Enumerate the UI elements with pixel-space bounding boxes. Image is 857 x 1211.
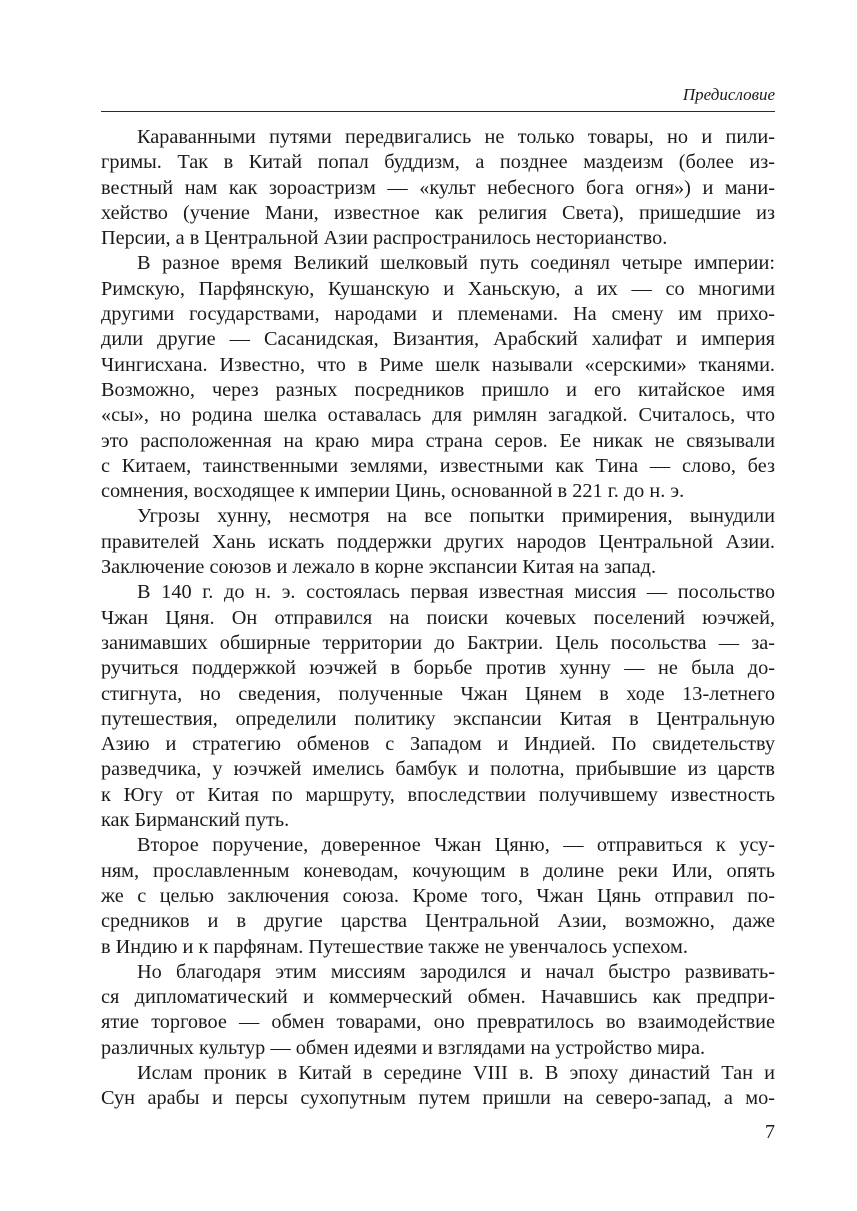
text-line: различных культур — обмен идеями и взглядами на устройство мира. bbox=[101, 1036, 706, 1059]
text-line: стигнута, но сведения, полученные Чжан Цянем в ходе 13-летнего bbox=[101, 682, 775, 705]
text-line: В 140 г. до н. э. состоялась первая известная миссия — посольство bbox=[137, 581, 775, 604]
text-line: ням, прославленным коневодам, кочующим в долине реки Или, опять bbox=[101, 859, 775, 882]
text-line: Угрозы хунну, несмотря на все попытки примирения, вынудили bbox=[137, 505, 775, 528]
text-line: Азию и стратегию обменов с Западом и Индией. По свидетельству bbox=[101, 733, 775, 756]
body-text bbox=[101, 125, 775, 1112]
text-line: Персии, а в Центральной Азии распространилось несторианство. bbox=[101, 227, 668, 250]
text-line: занимавших обширные территории до Бактрии. Цель посольства — за- bbox=[101, 631, 775, 654]
text-line: Чингисхана. Известно, что в Риме шелк называли «серскими» тканями. bbox=[101, 353, 775, 376]
text-line: Чжан Цяня. Он отправился на поиски кочевых поселений юэчжей, bbox=[101, 606, 775, 629]
text-line: «сы», но родина шелка оставалась для римлян загадкой. Считалось, что bbox=[101, 404, 775, 427]
text-line: ся дипломатический и коммерческий обмен. Начавшись как предпри- bbox=[101, 986, 775, 1009]
running-head: Предисловие bbox=[682, 85, 775, 104]
text-line: правителей Хань искать поддержки других народов Центральной Азии. bbox=[101, 530, 775, 553]
page-number: 7 bbox=[765, 1121, 775, 1143]
text-line: Ислам проник в Китай в середине VIII в. В эпоху династий Тан и bbox=[137, 1061, 775, 1084]
text-line: хейство (учение Мани, известное как религия Света), пришедшие из bbox=[101, 201, 775, 224]
text-line: Римскую, Парфянскую, Кушанскую и Ханьскую, а их — со многими bbox=[101, 277, 775, 300]
text-line: ятие торговое — обмен товарами, оно превратилось во взаимодействие bbox=[101, 1011, 775, 1034]
text-line: это расположенная на краю мира страна серов. Ее никак не связывали bbox=[101, 429, 775, 452]
header-rule bbox=[101, 111, 775, 112]
text-line: В разное время Великий шелковый путь соединял четыре империи: bbox=[137, 252, 775, 275]
text-line: Второе поручение, доверенное Чжан Цяню, — отправиться к усу- bbox=[137, 834, 775, 857]
text-line: ручиться поддержкой юэчжей в борьбе против хунну — не была до- bbox=[101, 657, 775, 680]
text-line: Сун арабы и персы сухопутным путем пришли на северо-запад, а мо- bbox=[101, 1087, 775, 1110]
text-line: разведчика, у юэчжей имелись бамбук и полотна, прибывшие из царств bbox=[101, 758, 775, 781]
text-line: Заключение союзов и лежало в корне экспансии Китая на запад. bbox=[101, 556, 657, 579]
text-line: дили другие — Сасанидская, Византия, Арабский халифат и империя bbox=[101, 328, 775, 351]
text-line: Возможно, через разных посредников пришло и его китайское имя bbox=[101, 378, 775, 401]
text-line: с Китаем, таинственными землями, известными как Тина — слово, без bbox=[101, 454, 775, 477]
text-line: к Югу от Китая по маршруту, впоследствии получившему известность bbox=[101, 783, 775, 806]
text-line: средников и в другие царства Центральной Азии, возможно, даже bbox=[101, 910, 775, 933]
text-line: Караванными путями передвигались не только товары, но и пили- bbox=[137, 126, 775, 148]
text-line: путешествия, определили политику экспансии Китая в Центральную bbox=[101, 707, 775, 730]
text-line: же с целью заключения союза. Кроме того, Чжан Цянь отправил по- bbox=[101, 884, 775, 907]
text-line: другими государствами, народами и племенами. На смену им прихо- bbox=[101, 303, 775, 326]
text-line: как Бирманский путь. bbox=[101, 809, 290, 832]
text-line: вестный нам как зороастризм — «культ небесного бога огня») и мани- bbox=[101, 176, 775, 199]
text-line: Но благодаря этим миссиям зародился и начал быстро развивать- bbox=[137, 960, 775, 983]
text-line: сомнения, восходящее к империи Цинь, основанной в 221 г. до н. э. bbox=[101, 480, 685, 503]
text-line: в Индию и к парфянам. Путешествие также не увенчалось успехом. bbox=[101, 935, 688, 958]
text-line: гримы. Так в Китай попал буддизм, а позднее маздеизм (более из- bbox=[101, 151, 775, 174]
